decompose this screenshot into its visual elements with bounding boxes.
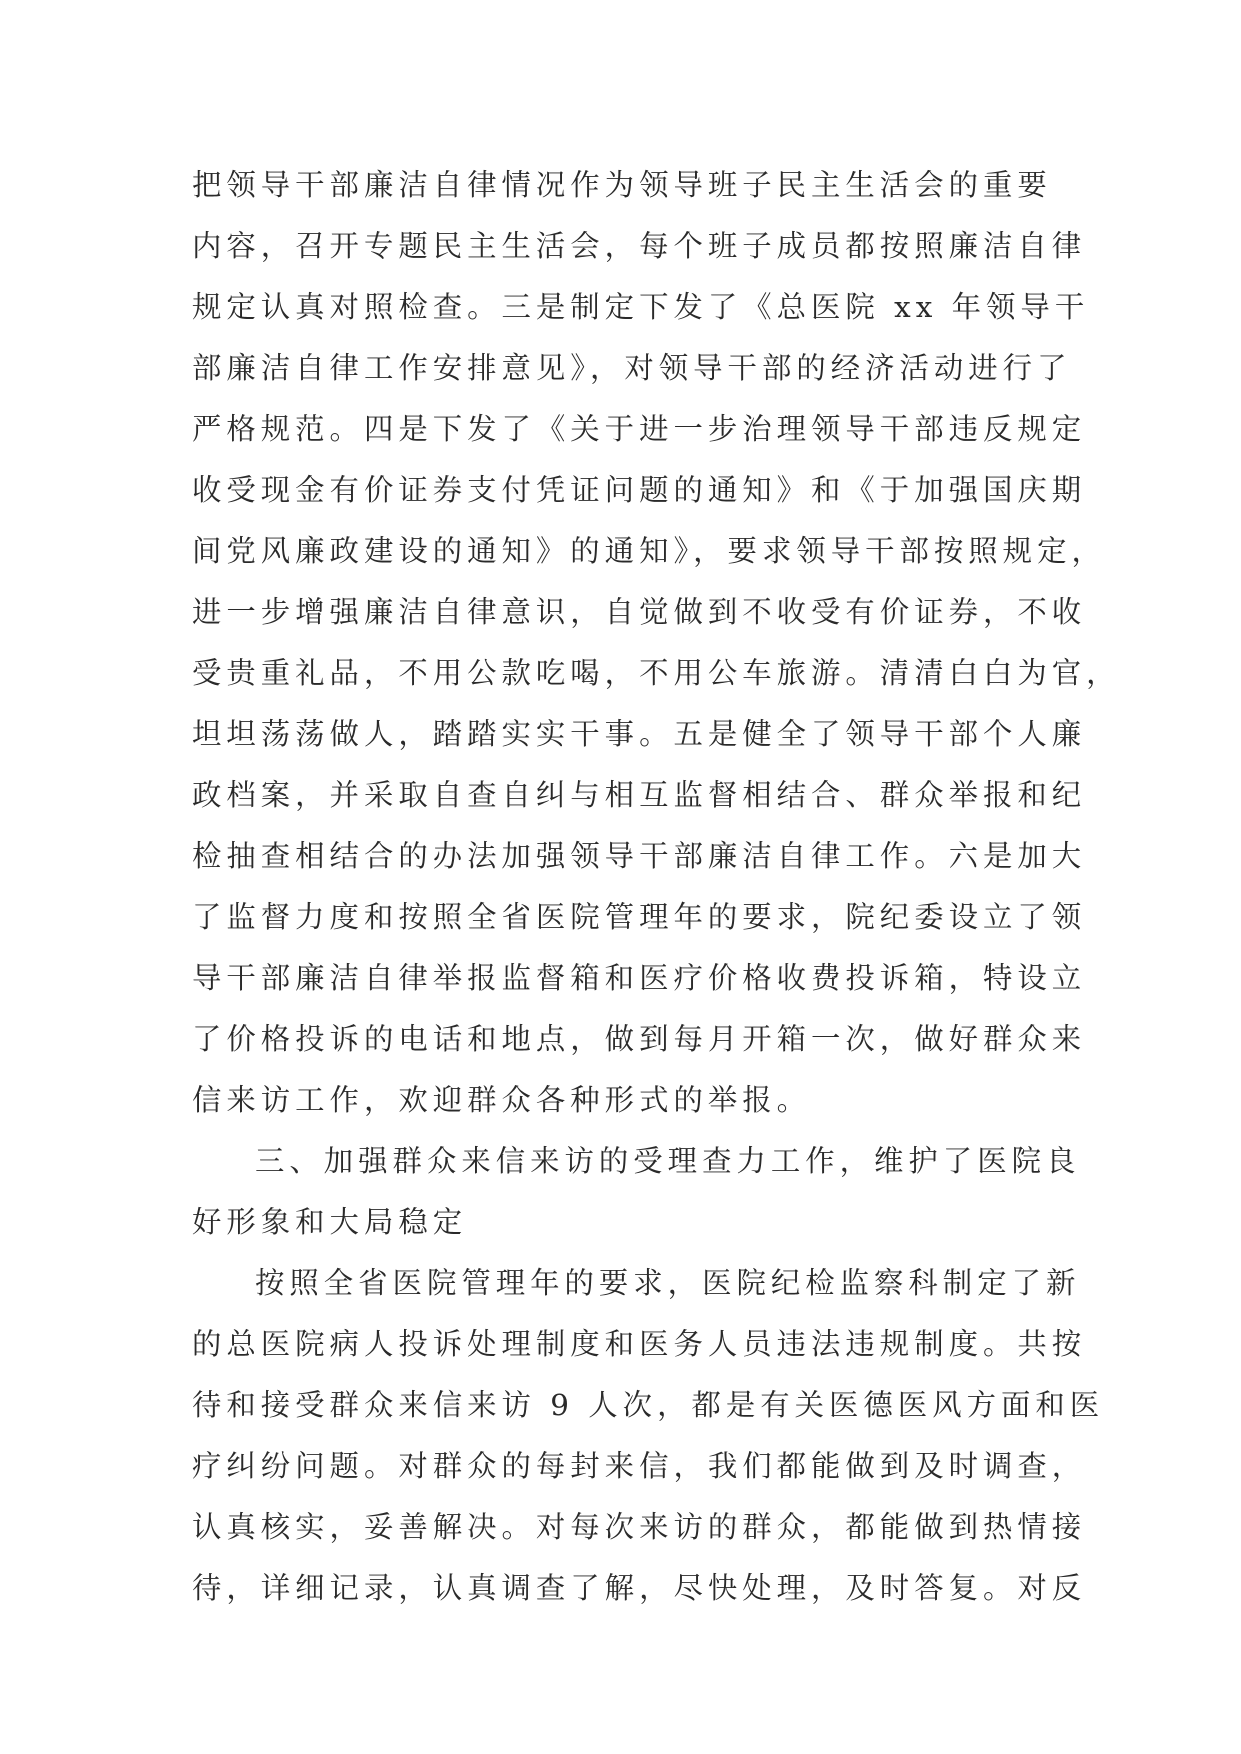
text-line: 按照全省医院管理年的要求，医院纪检监察科制定了新 — [255, 1266, 1081, 1300]
text-line: 认真核实，妥善解决。对每次来访的群众，都能做到热情接 — [192, 1510, 1087, 1544]
text-line: 的总医院病人投诉处理制度和医务人员违法违规制度。共按 — [192, 1327, 1087, 1361]
text-line: 待和接受群众来信来访 9 人次，都是有关医德医风方面和医 — [192, 1388, 1105, 1422]
text-line: 受贵重礼品，不用公款吃喝，不用公车旅游。清清白白为官， — [192, 656, 1121, 690]
text-line: 待，详细记录，认真调查了解，尽快处理，及时答复。对反 — [192, 1571, 1087, 1605]
text-line: 政档案，并采取自查自纠与相互监督相结合、群众举报和纪 — [192, 778, 1087, 812]
text-line: 规定认真对照检查。三是制定下发了《总医院 xx 年领导干 — [192, 290, 1090, 324]
text-line: 间党风廉政建设的通知》的通知》，要求领导干部按照规定， — [192, 534, 1106, 568]
text-line: 检抽查相结合的办法加强领导干部廉洁自律工作。六是加大 — [192, 839, 1087, 873]
text-line: 部廉洁自律工作安排意见》，对领导干部的经济活动进行了 — [192, 351, 1072, 385]
text-line: 了价格投诉的电话和地点，做到每月开箱一次，做好群众来 — [192, 1022, 1087, 1056]
text-line: 导干部廉洁自律举报监督箱和医疗价格收费投诉箱，特设立 — [192, 961, 1087, 995]
text-line: 坦坦荡荡做人，踏踏实实干事。五是健全了领导干部个人廉 — [192, 717, 1087, 751]
section-heading-line: 三、加强群众来信来访的受理查力工作，维护了医院良 — [255, 1144, 1081, 1178]
text-line: 进一步增强廉洁自律意识，自觉做到不收受有价证券，不收 — [192, 595, 1087, 629]
text-line: 把领导干部廉洁自律情况作为领导班子民主生活会的重要 — [192, 168, 1052, 202]
section-heading-line: 好形象和大局稳定 — [192, 1205, 468, 1239]
document-body — [192, 155, 1121, 1619]
text-line: 疗纠纷问题。对群众的每封来信，我们都能做到及时调查， — [192, 1449, 1087, 1483]
text-line: 信来访工作，欢迎群众各种形式的举报。 — [192, 1083, 812, 1117]
text-line: 了监督力度和按照全省医院管理年的要求，院纪委设立了领 — [192, 900, 1087, 934]
text-line: 内容，召开专题民主生活会，每个班子成员都按照廉洁自律 — [192, 229, 1087, 263]
text-line: 收受现金有价证券支付凭证问题的通知》和《于加强国庆期 — [192, 473, 1087, 507]
text-line: 严格规范。四是下发了《关于进一步治理领导干部违反规定 — [192, 412, 1087, 446]
